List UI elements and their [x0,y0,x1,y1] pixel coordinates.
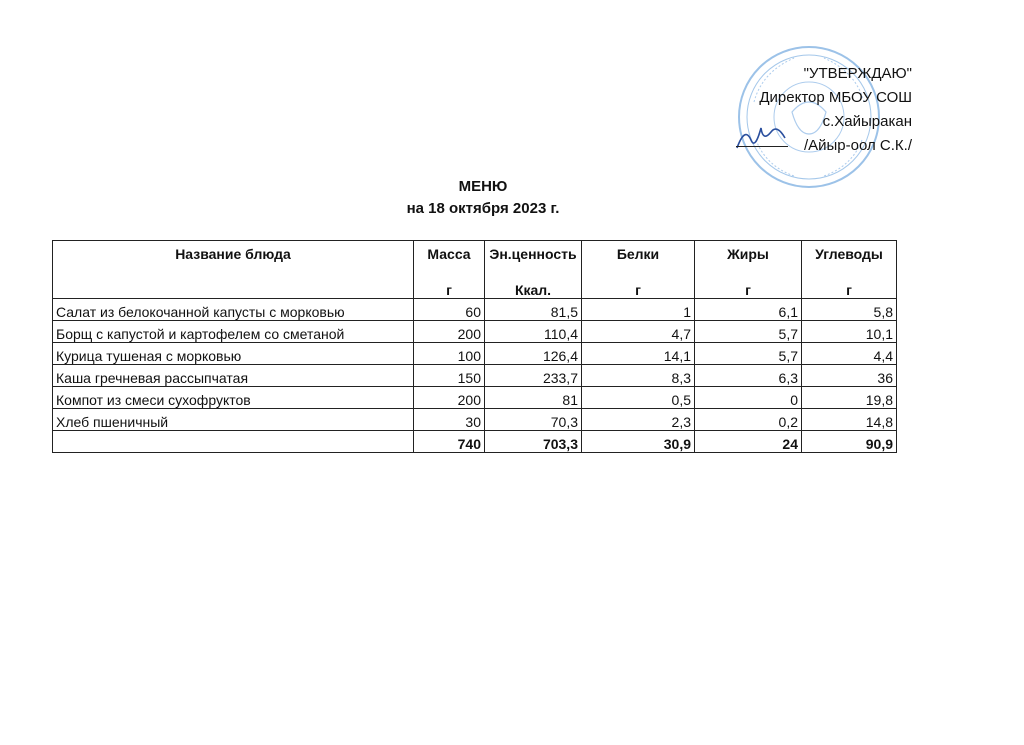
header-carbs: Углеводы [802,241,897,281]
dish-energy: 70,3 [485,409,582,431]
total-energy: 703,3 [485,431,582,453]
table-row [53,299,897,321]
totals-label-cell [53,431,414,453]
approval-signatory: /Айыр-оол С.К./ [803,137,912,154]
dish-proteins: 4,7 [582,321,695,343]
total-carbs: 90,9 [802,431,897,453]
dish-proteins: 1 [582,299,695,321]
dish-name: Каша гречневая рассыпчатая [53,365,414,387]
table-row [53,343,897,365]
dish-energy: 81 [485,387,582,409]
dish-energy: 233,7 [485,365,582,387]
table-row [53,365,897,387]
approval-block [759,62,912,158]
approval-position: Директор МБОУ СОШ [759,89,912,106]
dish-carbs: 5,8 [802,299,897,321]
unit-energy: Ккал. [485,280,582,299]
dish-carbs: 14,8 [802,409,897,431]
dish-mass: 150 [414,365,485,387]
totals-row [53,431,897,453]
dish-proteins: 2,3 [582,409,695,431]
approval-location: с.Хайыракан [822,113,912,130]
dish-name: Салат из белокочанной капусты с морковью [53,299,414,321]
menu-table [52,240,897,453]
dish-name: Курица тушеная с морковью [53,343,414,365]
dish-fats: 6,1 [695,299,802,321]
table-row [53,321,897,343]
dish-energy: 81,5 [485,299,582,321]
table-row [53,409,897,431]
dish-carbs: 10,1 [802,321,897,343]
dish-mass: 100 [414,343,485,365]
signature-line [736,146,788,147]
dish-fats: 5,7 [695,343,802,365]
unit-mass: г [414,280,485,299]
dish-fats: 5,7 [695,321,802,343]
dish-mass: 200 [414,387,485,409]
dish-mass: 60 [414,299,485,321]
dish-name: Борщ с капустой и картофелем со сметаной [53,321,414,343]
dish-fats: 0 [695,387,802,409]
dish-proteins: 14,1 [582,343,695,365]
dish-name: Компот из смеси сухофруктов [53,387,414,409]
unit-carbs: г [802,280,897,299]
header-energy: Эн.ценность [485,241,582,281]
total-fats: 24 [695,431,802,453]
dish-fats: 6,3 [695,365,802,387]
page-title: МЕНЮ [458,178,508,195]
table-row [53,387,897,409]
dish-mass: 30 [414,409,485,431]
unit-proteins: г [582,280,695,299]
dish-mass: 200 [414,321,485,343]
header-row [53,241,897,281]
header-dish-name: Название блюда [53,241,414,299]
dish-proteins: 8,3 [582,365,695,387]
header-mass: Масса [414,241,485,281]
dish-fats: 0,2 [695,409,802,431]
header-fats: Жиры [695,241,802,281]
dish-energy: 126,4 [485,343,582,365]
menu-date: на 18 октября 2023 г. [406,200,560,217]
dish-proteins: 0,5 [582,387,695,409]
dish-energy: 110,4 [485,321,582,343]
approval-heading: "УТВЕРЖДАЮ" [803,65,912,82]
dish-carbs: 36 [802,365,897,387]
dish-carbs: 4,4 [802,343,897,365]
dish-carbs: 19,8 [802,387,897,409]
header-proteins: Белки [582,241,695,281]
unit-fats: г [695,280,802,299]
total-mass: 740 [414,431,485,453]
dish-name: Хлеб пшеничный [53,409,414,431]
total-proteins: 30,9 [582,431,695,453]
